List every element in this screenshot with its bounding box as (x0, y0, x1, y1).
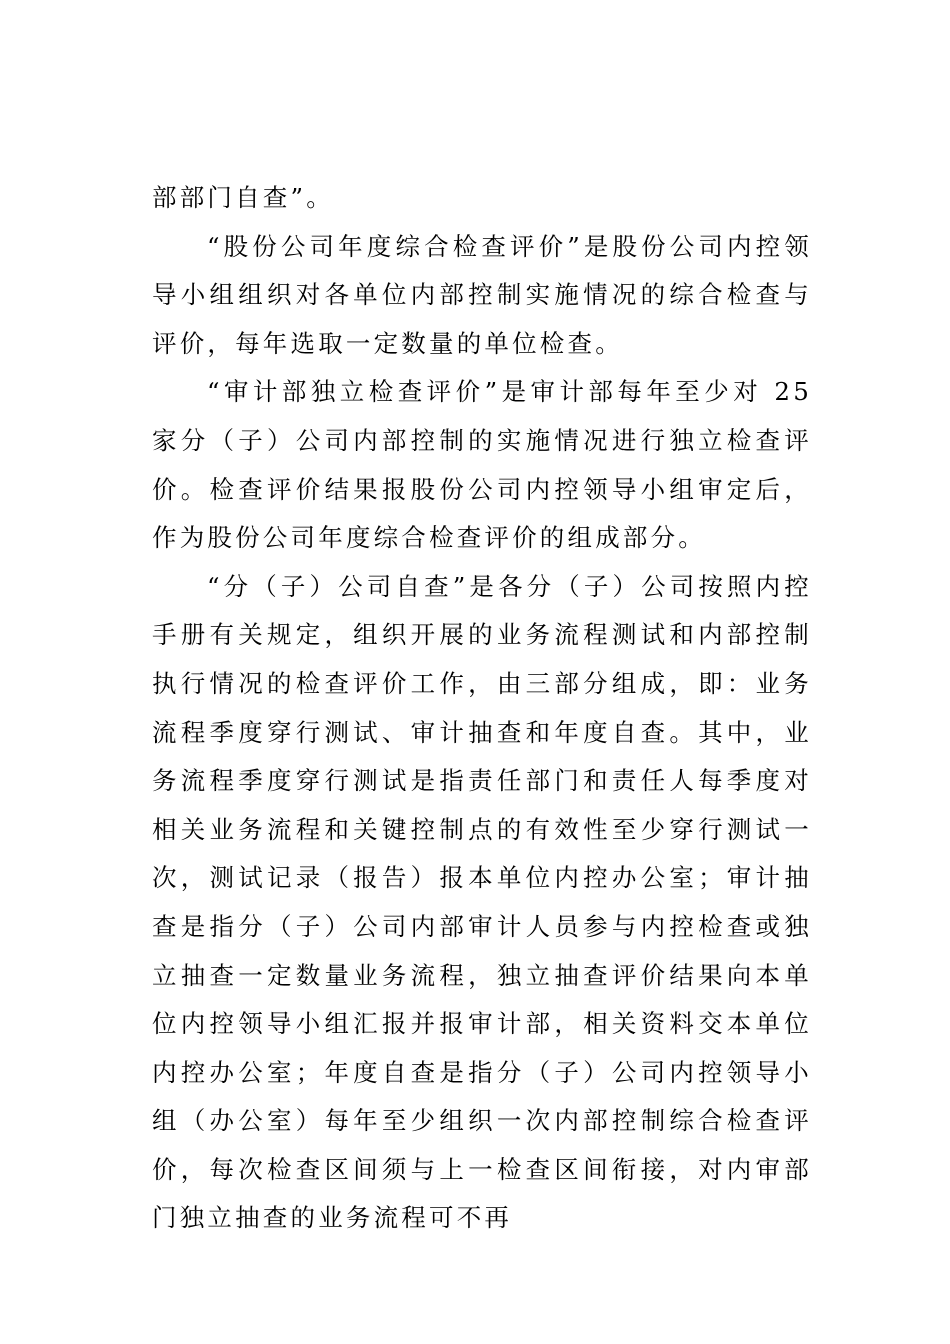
paragraph-2: “股份公司年度综合检查评价”是股份公司内控领导小组组织对各单位内部控制实施情况的综合检查与评价，每年选取一定数量的单位检查。 (152, 231, 812, 358)
document-body (152, 174, 812, 1243)
paragraph-1: 部部门自查”。 (152, 183, 334, 212)
paragraph-4: “分（子）公司自查”是各分（子）公司按照内控手册有关规定，组织开展的业务流程测试和内部控制执行情况的检查评价工作，由三部分组成，即：业务流程季度穿行测试、审计抽查和年度自查。其中，业务流程季度穿行测试是指责任部门和责任人每季度对相关业务流程和关键控制点的有效性至少穿行测试一次，测试记录（报告）报本单位内控办公室；审计抽查是指分（子）公司内部审计人员参与内控检查或独立抽查一定数量业务流程，独立抽查评价结果向本单位内控领导小组汇报并报审计部，相关资料交本单位内控办公室；年度自查是指分（子）公司内控领导小组（办公室）每年至少组织一次内部控制综合检查评价，每次检查区间须与上一检查区间衔接，对内审部门独立抽查的业务流程可不再 (152, 571, 812, 1233)
paragraph-3: “审计部独立检查评价”是审计部每年至少对 25 家分（子）公司内部控制的实施情况进行独立检查评价。检查评价结果报股份公司内控领导小组审定后，作为股份公司年度综合检查评价的组成部分。 (152, 377, 812, 553)
